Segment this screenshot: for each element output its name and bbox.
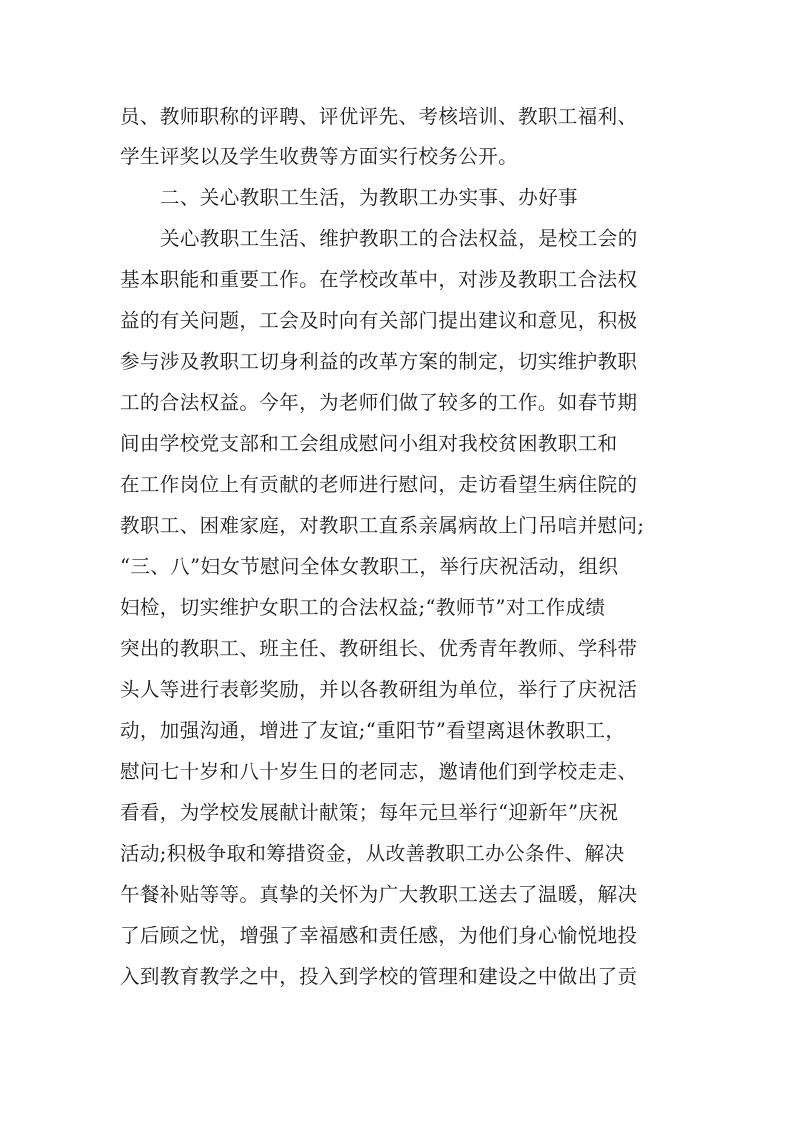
paragraph-line: 活动;积极争取和筹措资金，从改善教职工办公条件、解决 <box>120 842 625 865</box>
paragraph-line: 慰问七十岁和八十岁生日的老同志，邀请他们到学校走走、 <box>120 760 638 783</box>
paragraph-line: 间由学校党支部和工会组成慰问小组对我校贫困教职工和 <box>120 432 618 455</box>
paragraph-line: 在工作岗位上有贡献的老师进行慰问，走访看望生病住院的 <box>120 473 638 496</box>
paragraph-line: 动，加强沟通，增进了友谊;“重阳节”看望离退休教职工， <box>120 719 626 742</box>
paragraph-line: 了后顾之忧，增强了幸福感和责任感，为他们身心愉悦地投 <box>120 924 638 947</box>
section-heading: 二、关心教职工生活，为教职工办实事、办好事 <box>160 186 578 209</box>
paragraph-line: 益的有关问题，工会及时向有关部门提出建议和意见，积极 <box>120 309 638 332</box>
paragraph-line: 员、教师职称的评聘、评优评先、考核培训、教职工福利、 <box>120 105 638 128</box>
paragraph-line: “三、八”妇女节慰问全体女教职工，举行庆祝活动，组织 <box>120 555 619 578</box>
paragraph-line: 参与涉及教职工切身利益的改革方案的制定，切实维护教职 <box>120 350 638 373</box>
paragraph-line: 午餐补贴等等。真挚的关怀为广大教职工送去了温暖，解决 <box>120 883 638 906</box>
paragraph-line: 妇检，切实维护女职工的合法权益;“教师节”对工作成绩 <box>120 596 606 619</box>
paragraph-line: 关心教职工生活、维护教职工的合法权益，是校工会的 <box>160 227 638 250</box>
paragraph-line: 突出的教职工、班主任、教研组长、优秀青年教师、学科带 <box>120 637 638 660</box>
paragraph-line: 教职工、困难家庭，对教职工直系亲属病故上门吊唁并慰问; <box>120 514 645 537</box>
paragraph-line: 看看，为学校发展献计献策；每年元旦举行“迎新年”庆祝 <box>120 801 619 824</box>
paragraph-line: 工的合法权益。今年，为老师们做了较多的工作。如春节期 <box>120 391 638 414</box>
paragraph-line: 学生评奖以及学生收费等方面实行校务公开。 <box>120 145 519 168</box>
paragraph-line: 基本职能和重要工作。在学校改革中，对涉及教职工合法权 <box>120 268 638 291</box>
paragraph-line: 头人等进行表彰奖励，并以各教研组为单位，举行了庆祝活 <box>120 678 638 701</box>
paragraph-line: 入到教育教学之中，投入到学校的管理和建设之中做出了贡 <box>120 965 638 988</box>
